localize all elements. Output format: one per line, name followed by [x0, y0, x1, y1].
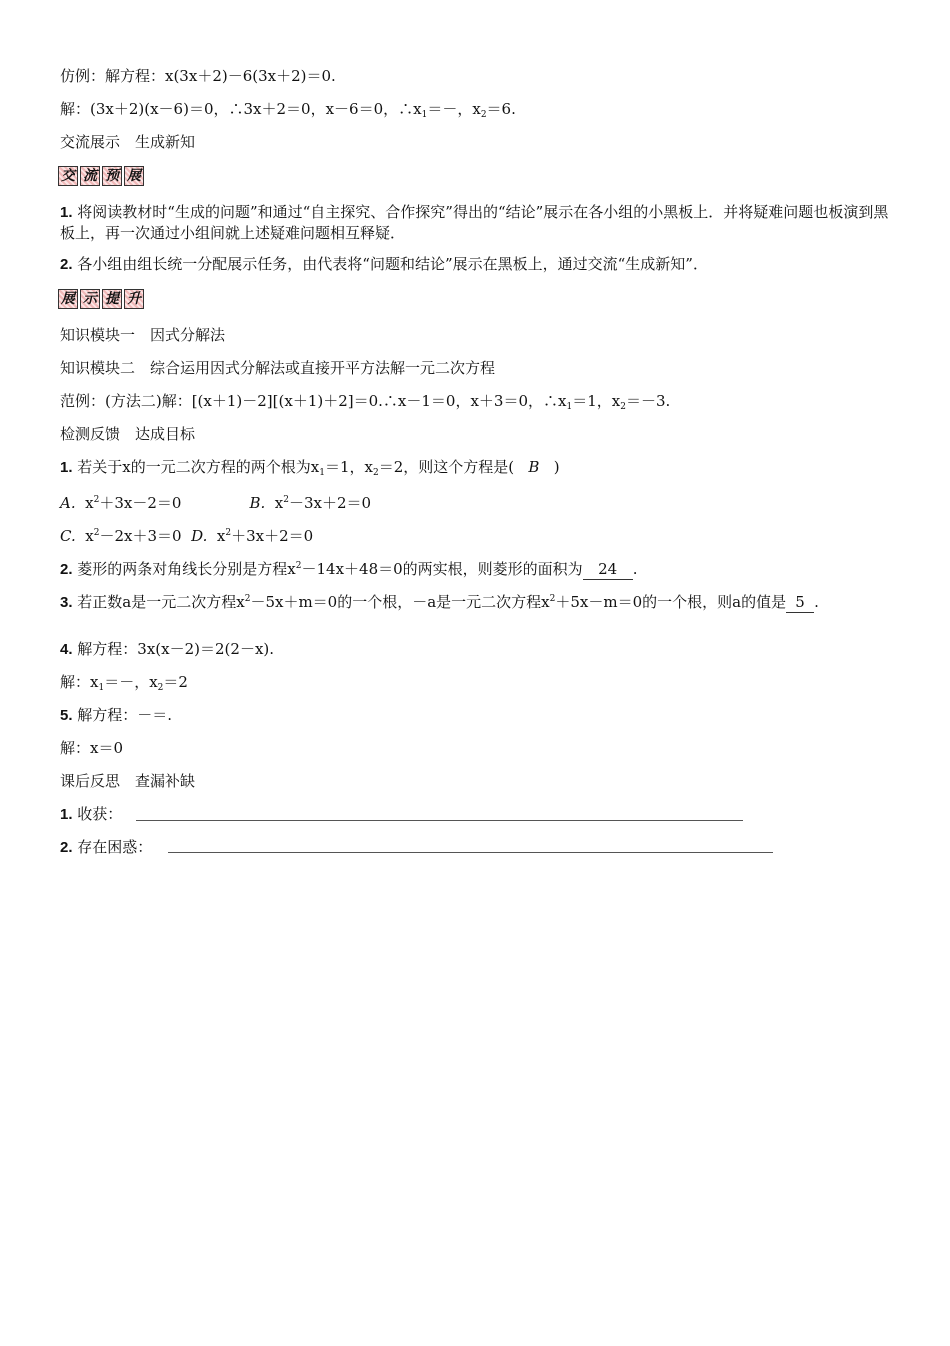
badge-char: 提 — [102, 289, 122, 309]
badge-char: 交 — [58, 166, 78, 186]
section-heading-check: 检测反馈 达成目标 — [60, 425, 196, 443]
paragraph-2: 2. 各小组由组长统一分配展示任务，由代表将“问题和结论”展示在黑板上，通过交流“生成新知”． — [60, 255, 708, 273]
badge-char: 流 — [80, 166, 100, 186]
question-1: 1. 若关于x的一元二次方程的两个根为$x_1=1$，$x_2=2$，则这个方程是( B ) — [60, 458, 560, 478]
badge-show-improve — [58, 289, 144, 311]
question-1-options-cd: C. $x^2-2x+3=0$ D. $x^2+3x+2=0$ — [60, 527, 314, 545]
reflection-doubts: 2. 存在困惑： — [60, 838, 153, 856]
question-2: 2. 菱形的两条对角线长分别是方程$x^2-14x+48=0$的两实根，则菱形的面积为 24 . — [60, 560, 638, 578]
question-5-solution: 解：x＝0 — [60, 739, 124, 757]
question-1-options-ab: A. $x^2+3x-2=0$ B. $x^2-3x+2=0$ — [60, 494, 372, 512]
answer-q1: B — [528, 458, 540, 476]
badge-exchange-preview — [58, 166, 144, 188]
badge-char: 预 — [102, 166, 122, 186]
section-heading-exchange: 交流展示 生成新知 — [60, 133, 196, 151]
badge-char: 升 — [124, 289, 144, 309]
answer-q3: 5 — [786, 592, 814, 613]
question-4: 4. 解方程：3x(x－2)＝2(2－x). — [60, 640, 275, 658]
badge-char: 展 — [58, 289, 78, 309]
example-problem: 仿例：解方程：x(3x＋2)－6(3x＋2)＝0. — [60, 67, 336, 85]
reflection-gains-line[interactable] — [136, 820, 743, 821]
question-5: 5. 解方程：－＝. — [60, 706, 173, 724]
answer-q2: 24 — [583, 559, 633, 580]
badge-char: 展 — [124, 166, 144, 186]
badge-char: 示 — [80, 289, 100, 309]
question-3: 3. 若正数a是一元二次方程$x^2-5x+m=0$的一个根，－a是一元二次方程$x^2+5x-m=0$的一个根，则a的值是 5 . — [60, 593, 819, 611]
reflection-gains: 1. 收获： — [60, 805, 123, 823]
example-solution: 解：(3x＋2)(x－6)＝0，∴3x＋2＝0，x－6＝0，$\therefore x_1=-$，$x_2=6$. — [60, 100, 516, 120]
paragraph-1: 1. 将阅读教材时“生成的问题”和通过“自主探究、合作探究”得出的“结论”展示在各小组的小黑板上．并将疑难问题也板演到黑板上，再一次通过小组间就上述疑难问题相互释疑． — [60, 203, 889, 242]
section-heading-reflection: 课后反思 查漏补缺 — [60, 772, 196, 790]
worked-example: 范例：(方法二)解：[(x＋1)－2][(x＋1)＋2]＝0.∴x－1＝0，x＋3＝0，$\therefore x_1=1$，$x_2=-3$. — [60, 392, 671, 412]
reflection-doubts-line[interactable] — [168, 852, 773, 853]
knowledge-module-2: 知识模块二 综合运用因式分解法或直接开平方法解一元二次方程 — [60, 359, 496, 377]
question-4-solution: 解：$x_1=-$，$x_2=2$ — [60, 673, 188, 693]
knowledge-module-1: 知识模块一 因式分解法 — [60, 326, 226, 344]
